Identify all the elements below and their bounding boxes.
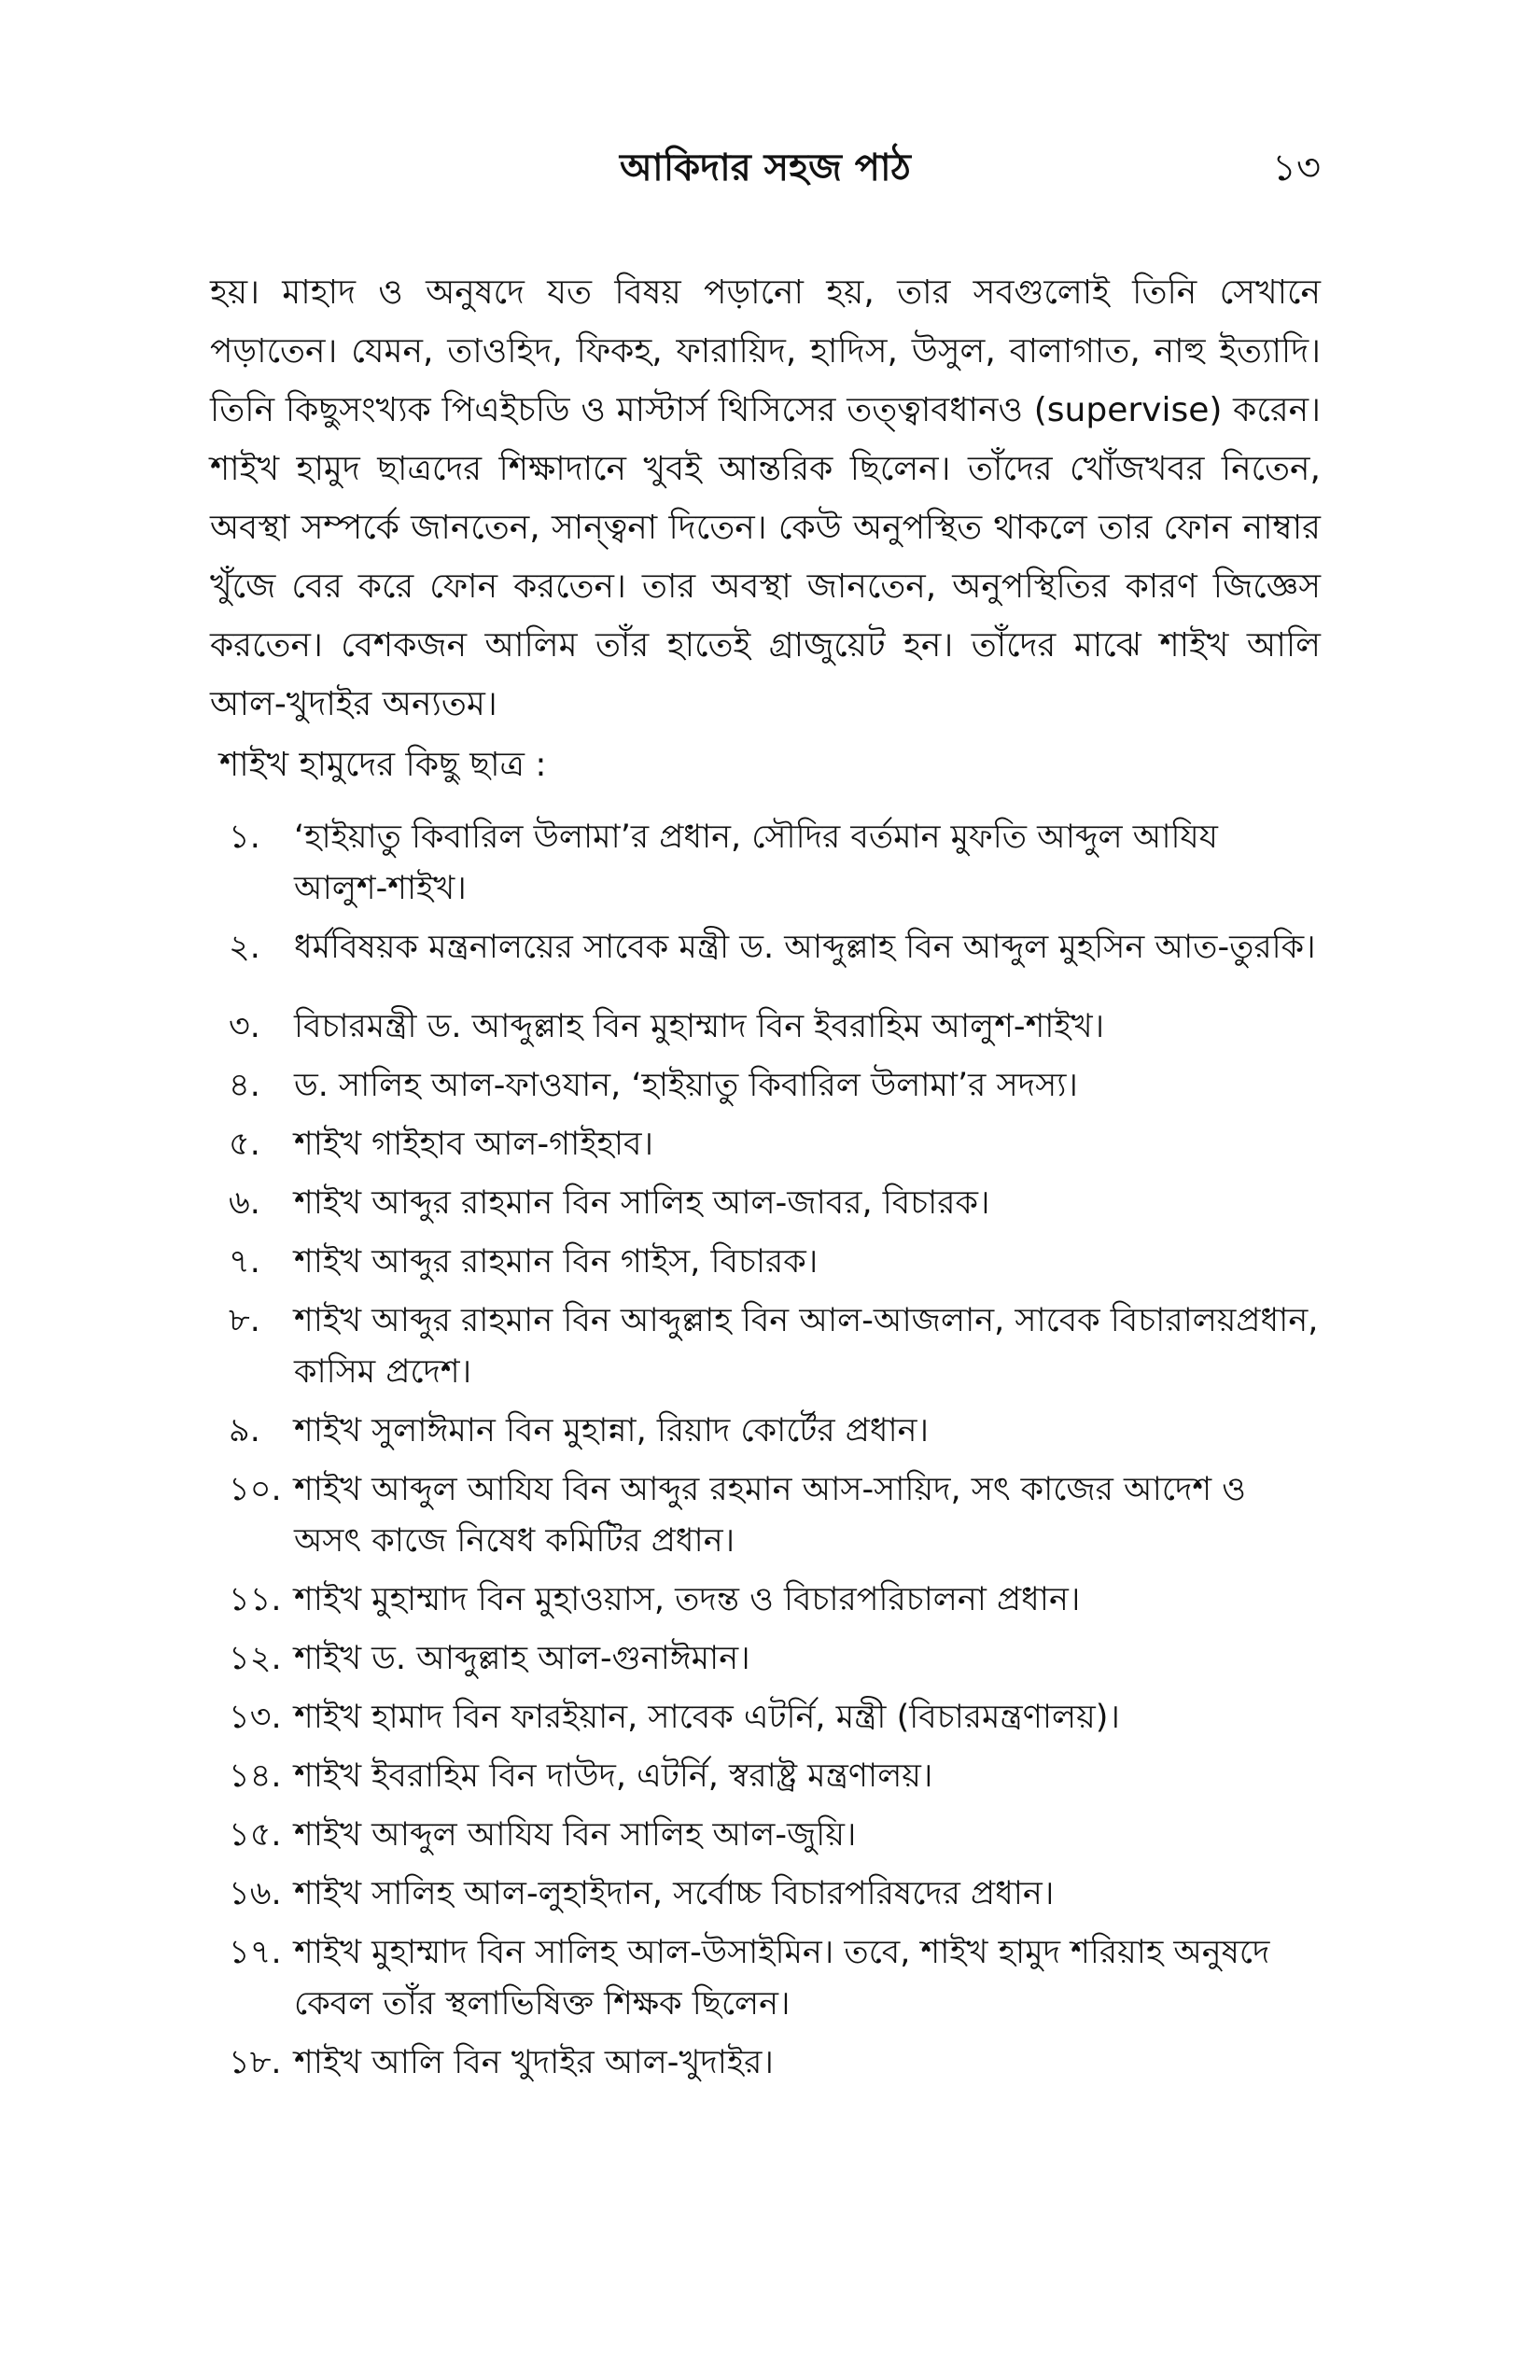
list-item-number: ২. [229, 929, 260, 966]
list-item-number: ১৩. [229, 1699, 282, 1736]
list-item-text: শাইখ আব্দুর রাহমান বিন গাইস, বিচারক। [294, 1243, 819, 1281]
list-item [229, 1406, 1321, 1457]
list-item-text: শাইখ গাইহাব আল-গাইহাব। [294, 1126, 653, 1163]
list-item-number: ৮. [229, 1302, 260, 1339]
list-item [229, 1633, 1321, 1685]
list-item [229, 1692, 1321, 1743]
list-item-number: ১৭. [229, 1934, 282, 1971]
list-item-number: ৭. [229, 1243, 260, 1281]
list-item [229, 1810, 1321, 1861]
list-item [229, 1464, 1321, 1567]
list-item-text: শাইখ আলি বিন খুদাইর আল-খুদাইর। [294, 2044, 774, 2081]
list-item [229, 1001, 1321, 1053]
list-item-number: ৪. [229, 1067, 260, 1104]
list-item [229, 1575, 1321, 1626]
list-item [229, 1927, 1321, 2030]
list-item-text: শাইখ সুলাঈমান বিন মুহান্না, রিয়াদ কোর্টের প্রধান। [294, 1412, 930, 1449]
students-list [229, 812, 1321, 2096]
list-item-number: ৬. [229, 1184, 260, 1222]
list-item-text: শাইখ আব্দুর রাহমান বিন আব্দুল্লাহ বিন আল-আজলান, সাবেক বিচারালয়প্রধান, কাসিম প্রদেশ। [294, 1302, 1319, 1391]
list-item [229, 1295, 1321, 1398]
list-item-number: ১৪. [229, 1757, 282, 1795]
list-item-text: শাইখ আব্দুল আযিয বিন সালিহ আল-জুয়ি। [294, 1816, 857, 1854]
list-item-number: ১. [229, 819, 260, 856]
list-item [229, 922, 1321, 973]
list-item [229, 1869, 1321, 1920]
list-item [229, 812, 1321, 915]
list-item-text: শাইখ হামাদ বিন ফারইয়ান, সাবেক এটর্নি, মন্ত্রী (বিচারমন্ত্রণালয়)। [294, 1699, 1120, 1736]
page-number: ১৩ [1272, 147, 1321, 189]
list-item-text: ধর্মবিষয়ক মন্ত্রনালয়ের সাবেক মন্ত্রী ড. আব্দুল্লাহ বিন আব্দুল মুহসিন আত-তুরকি। [294, 929, 1316, 966]
running-header [210, 140, 1321, 196]
list-item-number: ১২. [229, 1640, 282, 1677]
list-item [229, 1178, 1321, 1229]
list-item-number: ৫. [229, 1126, 260, 1163]
list-item-text: শাইখ আব্দুল আযিয বিন আব্দুর রহমান আস-সায়িদ, সৎ কাজের আদেশ ও অসৎ কাজে নিষেধ কমিটির প্রধান। [294, 1471, 1246, 1560]
list-item [229, 1237, 1321, 1288]
body-paragraph: হয়। মাহাদ ও অনুষদে যত বিষয় পড়ানো হয়, তার সবগুলোই তিনি সেখানে পড়াতেন। যেমন, তাওহিদ, ফিকহ, ফারায়িদ, হাদিস, উসুল, বালাগাত, নাহু ইত্যাদি। তিনি কিছুসংখ্যক পিএইচডি ও মাস্টার্স থিসিসের তত্ত্বাবধানও (supervise) করেন। শাইখ হামুদ ছাত্রদের শিক্ষাদানে খুবই আন্তরিক ছিলেন। তাঁদের খোঁজখবর নিতেন, অবস্থা সম্পর্কে জানতেন, সান্ত্বনা দিতেন। কেউ অনুপস্থিত থাকলে তার ফোন নাম্বার খুঁজে বের করে ফোন করতেন। তার অবস্থা জানতেন, অনুপস্থিতির কারণ জিজ্ঞেস করতেন। বেশকজন আলিম তাঁর হাতেই গ্রাজুয়েট হন। তাঁদের মাঝে শাইখ আলি আল-খুদাইর অন্যতম। [210, 273, 1321, 723]
list-item-number: ১৫. [229, 1816, 282, 1854]
list-item-text: বিচারমন্ত্রী ড. আব্দুল্লাহ বিন মুহাম্মাদ বিন ইবরাহিম আলুশ-শাইখ। [294, 1008, 1105, 1045]
list-item-text: শাইখ আব্দুর রাহমান বিন সালিহ আল-জাবর, বিচারক। [294, 1184, 990, 1222]
students-heading: শাইখ হামুদের কিছু ছাত্র : [219, 746, 547, 784]
list-item-number: ১১. [229, 1581, 282, 1618]
list-item [229, 1751, 1321, 1802]
list-item-text: শাইখ ড. আব্দুল্লাহ আল-গুনাঈমান। [294, 1640, 750, 1677]
list-item [229, 2037, 1321, 2089]
list-item-text: শাইখ মুহাম্মাদ বিন মুহাওয়াস, তদন্ত ও বিচারপরিচালনা প্রধান। [294, 1581, 1081, 1618]
list-item-number: ৯. [229, 1412, 260, 1449]
list-item [229, 1119, 1321, 1170]
list-item-number: ১০. [229, 1471, 282, 1508]
list-item-text: ড. সালিহ আল-ফাওযান, ‘হাইয়াতু কিবারিল উলামা’র সদস্য। [294, 1067, 1078, 1104]
book-title: আকিদার সহজ পাঠ [620, 147, 911, 189]
list-item-number: ৩. [229, 1008, 260, 1045]
list-item-text: ‘হাইয়াতু কিবারিল উলামা’র প্রধান, সৌদির বর্তমান মুফতি আব্দুল আযিয আলুশ-শাইখ। [294, 819, 1218, 907]
list-item [229, 1060, 1321, 1112]
list-item-text: শাইখ ইবরাহিম বিন দাউদ, এটর্নি, স্বরাষ্ট্র মন্ত্রণালয়। [294, 1757, 933, 1795]
list-item-text: শাইখ সালিহ আল-লুহাইদান, সর্বোচ্চ বিচারপরিষদের প্রধান। [294, 1875, 1055, 1912]
list-item-text: শাইখ মুহাম্মাদ বিন সালিহ আল-উসাইমিন। তবে, শাইখ হামুদ শরিয়াহ অনুষদে কেবল তাঁর স্থলাভিষিক্ত শিক্ষক ছিলেন। [294, 1934, 1270, 2023]
list-item-number: ১৮. [229, 2044, 282, 2081]
list-item-number: ১৬. [229, 1875, 282, 1912]
